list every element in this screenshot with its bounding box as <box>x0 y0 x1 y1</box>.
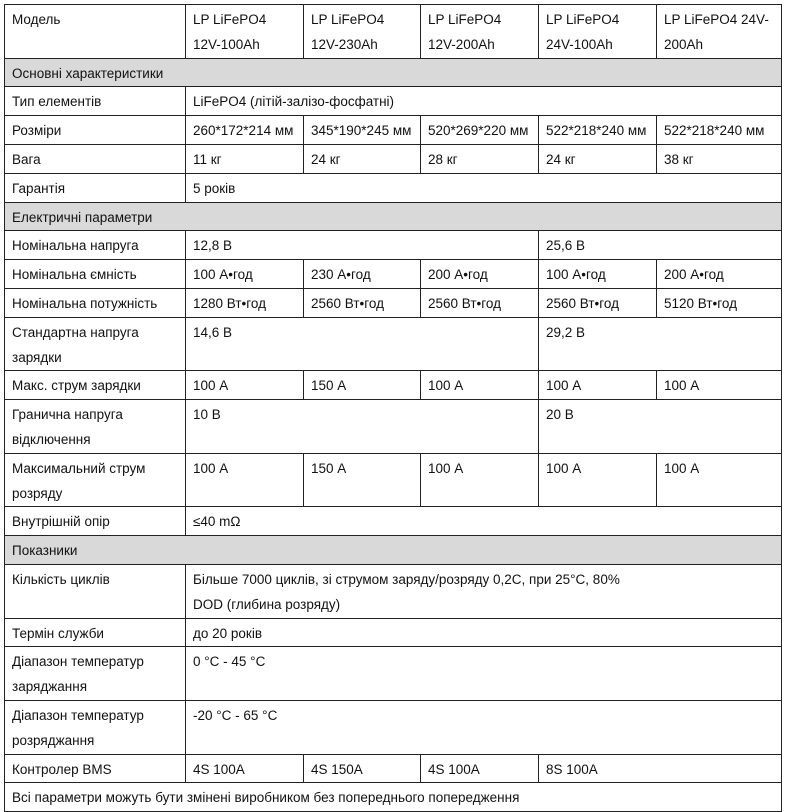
row-label: Макс. струм зарядки <box>5 371 186 400</box>
table-row <box>5 453 782 507</box>
row-label: Номінальна ємність <box>5 260 186 289</box>
cell-value: 100 А <box>186 453 304 507</box>
table-row <box>5 260 782 289</box>
cell-value: -20 °C - 65 °C <box>186 700 782 754</box>
section-basic: Основні характеристики <box>5 58 782 87</box>
cell-value: 24 кг <box>539 144 657 173</box>
cell-value: 10 В <box>186 400 539 454</box>
cell-value: 5120 Вт•год <box>657 288 782 317</box>
model-4: LP LiFePO4 24V-100Ah <box>539 5 657 59</box>
footer-note: Всі параметри можуть бути змінені виробником без попереднього попередження <box>5 783 782 812</box>
cell-value: 14,6 В <box>186 317 539 371</box>
row-label: Гарантія <box>5 173 186 202</box>
cell-value: 100 А <box>657 371 782 400</box>
header-row <box>5 5 782 59</box>
row-label: Номінальна напруга <box>5 231 186 260</box>
cell-value: 345*190*245 мм <box>304 116 421 145</box>
model-1: LP LiFePO4 12V-100Ah <box>186 5 304 59</box>
row-label: Номінальна потужність <box>5 288 186 317</box>
header-label: Модель <box>5 5 186 59</box>
cell-value: 200 А•год <box>657 260 782 289</box>
cell-value: 520*269*220 мм <box>421 116 539 145</box>
table-row <box>5 116 782 145</box>
cell-value: 11 кг <box>186 144 304 173</box>
cell-value: 100 А <box>186 371 304 400</box>
footer-row <box>5 783 782 812</box>
cell-value: 4S 100A <box>186 754 304 783</box>
cell-value: 100 А <box>657 453 782 507</box>
row-label: Термін служби <box>5 618 186 647</box>
cell-value: 100 А <box>421 371 539 400</box>
cell-value: 0 °C - 45 °C <box>186 647 782 701</box>
cell-value: 2560 Вт•год <box>304 288 421 317</box>
section-row <box>5 536 782 565</box>
cell-value: LiFePO4 (літій-залізо-фосфатні) <box>186 87 782 116</box>
cell-value: 150 А <box>304 453 421 507</box>
table-row <box>5 647 782 701</box>
model-5: LP LiFePO4 24V-200Ah <box>657 5 782 59</box>
row-label: Тип елементів <box>5 87 186 116</box>
cell-value: 100 А <box>539 371 657 400</box>
row-label: Максимальний струм розряду <box>5 453 186 507</box>
model-2: LP LiFePO4 12V-230Ah <box>304 5 421 59</box>
cell-value: до 20 років <box>186 618 782 647</box>
table-row <box>5 173 782 202</box>
row-label: Кількість циклів <box>5 564 186 618</box>
table-row <box>5 507 782 536</box>
table-row <box>5 400 782 454</box>
spec-table <box>4 4 782 812</box>
row-label: Внутрішній опір <box>5 507 186 536</box>
row-label: Діапазон температур заряджання <box>5 647 186 701</box>
cell-value: 100 А•год <box>186 260 304 289</box>
table-row <box>5 700 782 754</box>
row-label: Вага <box>5 144 186 173</box>
section-row <box>5 202 782 231</box>
row-label: Гранична напруга відключення <box>5 400 186 454</box>
table-row <box>5 144 782 173</box>
cell-value: 20 В <box>539 400 782 454</box>
cell-value: 4S 150A <box>304 754 421 783</box>
cell-value: 29,2 В <box>539 317 782 371</box>
section-performance: Показники <box>5 536 782 565</box>
model-3: LP LiFePO4 12V-200Ah <box>421 5 539 59</box>
cell-value: 8S 100A <box>539 754 782 783</box>
cell-value: 38 кг <box>657 144 782 173</box>
cell-value: 1280 Вт•год <box>186 288 304 317</box>
cell-value: 28 кг <box>421 144 539 173</box>
section-row <box>5 58 782 87</box>
cell-value: Більше 7000 циклів, зі струмом заряду/розряду 0,2С, при 25°С, 80% DOD (глибина розряду) <box>186 564 782 618</box>
row-label: Контролер BMS <box>5 754 186 783</box>
cell-value: 2560 Вт•год <box>539 288 657 317</box>
table-row <box>5 231 782 260</box>
table-row <box>5 288 782 317</box>
cell-value: 522*218*240 мм <box>539 116 657 145</box>
table-row <box>5 371 782 400</box>
cell-value: 2560 Вт•год <box>421 288 539 317</box>
cell-value: 100 А <box>539 453 657 507</box>
cell-value: 5 років <box>186 173 782 202</box>
table-row <box>5 618 782 647</box>
row-label: Розміри <box>5 116 186 145</box>
cell-value: 150 А <box>304 371 421 400</box>
cell-value: 260*172*214 мм <box>186 116 304 145</box>
cell-value: ≤40 mΩ <box>186 507 782 536</box>
table-row <box>5 87 782 116</box>
table-row <box>5 564 782 618</box>
cell-value: 12,8 В <box>186 231 539 260</box>
cell-value: 100 А•год <box>539 260 657 289</box>
row-label: Діапазон температур розряджання <box>5 700 186 754</box>
cell-value: 100 А <box>421 453 539 507</box>
row-label: Стандартна напруга зарядки <box>5 317 186 371</box>
cell-value: 230 А•год <box>304 260 421 289</box>
table-row <box>5 317 782 371</box>
cell-value: 25,6 В <box>539 231 782 260</box>
section-electrical: Електричні параметри <box>5 202 782 231</box>
cell-value: 24 кг <box>304 144 421 173</box>
cell-value: 4S 100A <box>421 754 539 783</box>
table-row <box>5 754 782 783</box>
cell-value: 522*218*240 мм <box>657 116 782 145</box>
cell-value: 200 А•год <box>421 260 539 289</box>
